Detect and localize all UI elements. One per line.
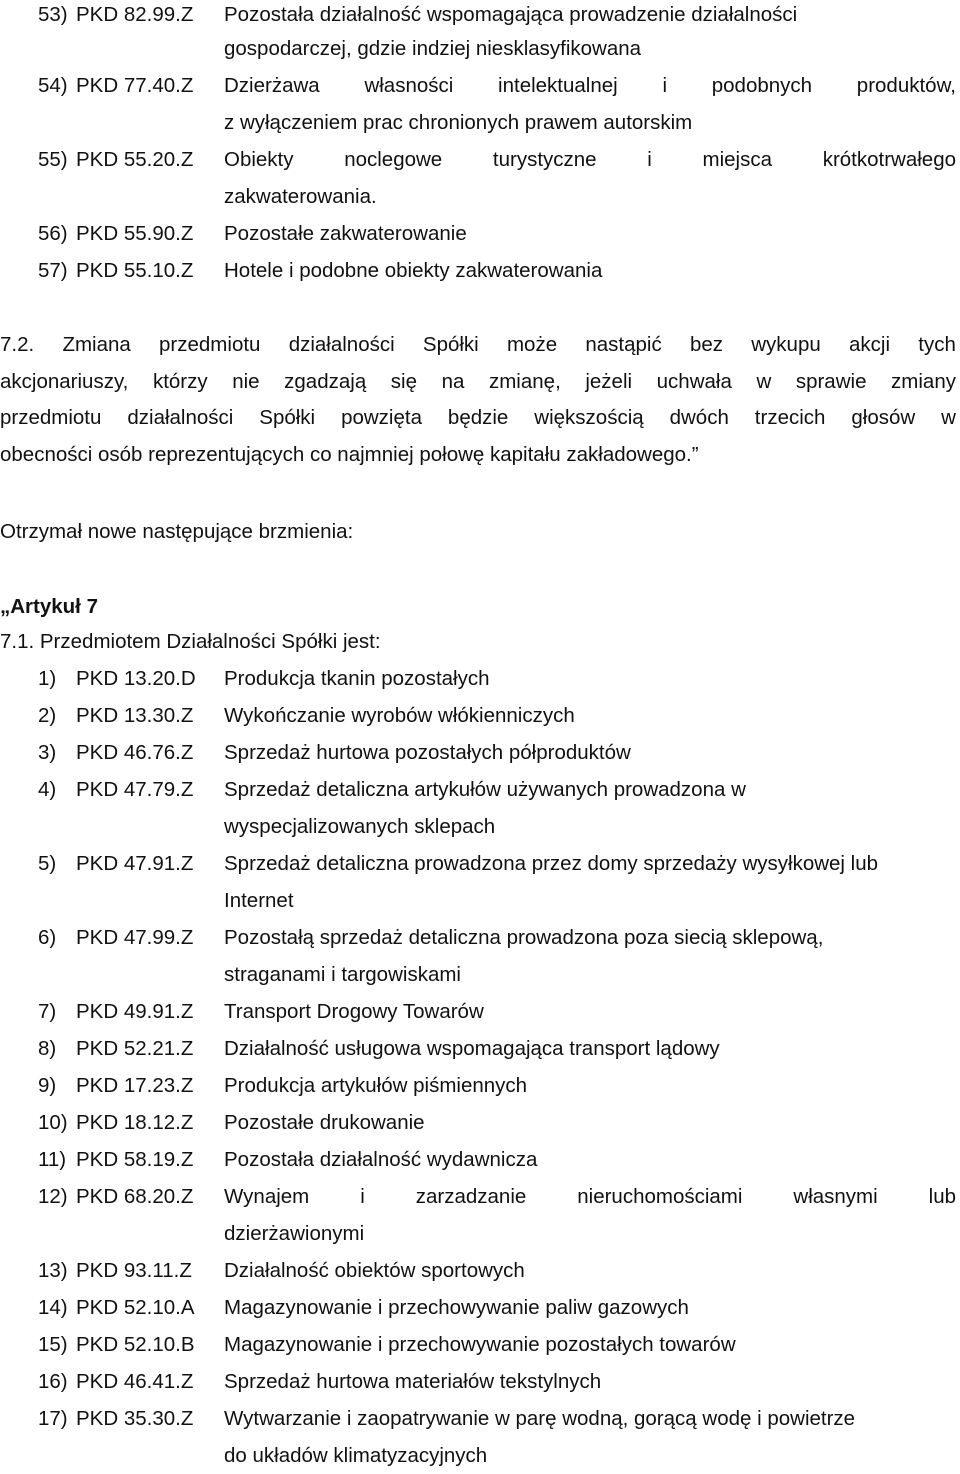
word: własności: [364, 74, 454, 97]
word: może: [506, 333, 558, 356]
word: miejsca: [702, 148, 772, 171]
word: Obiekty: [224, 148, 294, 171]
item-number: 15): [38, 1333, 68, 1356]
subheading: [0, 623, 960, 660]
word: turystyczne: [492, 148, 597, 171]
list-item: [0, 252, 960, 289]
pkd-code: PKD 13.30.Z: [76, 704, 194, 727]
item-description-cont: Internet: [224, 889, 294, 912]
word: działalności: [127, 406, 234, 430]
pkd-code: PKD 55.90.Z: [76, 222, 194, 245]
word: będzie: [447, 406, 509, 430]
word: nie: [232, 369, 260, 393]
word: akcjonariuszy,: [0, 369, 129, 393]
word: się: [390, 369, 418, 393]
item-description: Sprzedaż hurtowa pozostałych półproduktów: [224, 741, 631, 764]
list-item-continuation: [0, 1437, 960, 1474]
item-description: Sprzedaż detaliczna prowadzona przez domy sprzedaży wysyłkowej lub: [224, 852, 879, 875]
pkd-code: PKD 46.76.Z: [76, 741, 194, 764]
item-description-cont: z wyłączeniem prac chronionych prawem autorskim: [224, 111, 693, 134]
word: Spółki: [259, 406, 316, 430]
subheading-text: 7.1. Przedmiotem Działalności Spółki jest:: [0, 630, 381, 653]
list-item: [0, 141, 960, 178]
item-description: Produkcja artykułów piśmiennych: [224, 1074, 528, 1097]
word: jeżeli: [585, 369, 633, 393]
word: lub: [928, 1185, 956, 1208]
word: uchwała: [656, 369, 732, 393]
list-item: [0, 919, 960, 956]
pkd-code: PKD 58.19.Z: [76, 1148, 194, 1171]
word: powzięta: [341, 406, 422, 430]
list-item: [0, 1067, 960, 1104]
word: Dzierżawa: [224, 74, 320, 97]
list-item: [0, 734, 960, 771]
item-description: Magazynowanie i przechowywanie paliw gazowych: [224, 1296, 689, 1319]
item-description: Działalność usługowa wspomagająca transport lądowy: [224, 1037, 720, 1060]
item-description-cont: zakwaterowania.: [224, 185, 377, 208]
word: w: [756, 369, 772, 393]
item-description: Działalność obiektów sportowych: [224, 1259, 525, 1282]
item-number: 53): [38, 3, 68, 26]
item-description: [224, 1178, 956, 1215]
word: w: [941, 406, 956, 430]
word: zgadzają: [284, 369, 367, 393]
item-number: 56): [38, 222, 68, 245]
intro-label: Otrzymał nowe następujące brzmienia:: [0, 520, 354, 543]
pkd-code: PKD 47.99.Z: [76, 926, 194, 949]
word: zmianę,: [488, 369, 561, 393]
word: i: [360, 1185, 365, 1208]
word: głosów: [851, 406, 916, 430]
list-item-continuation: [0, 956, 960, 993]
item-number: 10): [38, 1111, 68, 1134]
list-item: [0, 1289, 960, 1326]
pkd-code: PKD 47.79.Z: [76, 778, 194, 801]
item-description: [224, 141, 956, 178]
pkd-code: PKD 52.21.Z: [76, 1037, 194, 1060]
item-description: Wykończanie wyrobów włókienniczych: [224, 704, 575, 727]
item-description-cont: do układów klimatyzacyjnych: [224, 1444, 488, 1467]
word: Spółki: [422, 333, 479, 356]
item-description-cont: gospodarczej, gdzie indziej niesklasyfikowana: [224, 37, 642, 60]
pkd-code: PKD 52.10.A: [76, 1296, 195, 1319]
list-item: [0, 67, 960, 104]
item-number: 17): [38, 1407, 68, 1430]
item-number: 9): [38, 1074, 57, 1097]
item-number: 11): [38, 1148, 67, 1171]
item-description: Produkcja tkanin pozostałych: [224, 667, 490, 690]
word: akcji: [849, 333, 891, 356]
pkd-code: PKD 17.23.Z: [76, 1074, 194, 1097]
item-number: 7): [38, 1000, 57, 1023]
word: 7.2.: [0, 333, 35, 356]
word: zmiany: [891, 369, 956, 393]
list-item-continuation: [0, 30, 960, 67]
word: Zmiana: [62, 333, 131, 356]
item-number: 13): [38, 1259, 68, 1282]
pkd-code: PKD 46.41.Z: [76, 1370, 194, 1393]
item-number: 5): [38, 852, 57, 875]
word: nastąpić: [585, 333, 662, 356]
pkd-code: PKD 55.20.Z: [76, 148, 194, 171]
pkd-code: PKD 77.40.Z: [76, 74, 194, 97]
pkd-code: PKD 68.20.Z: [76, 1185, 194, 1208]
word: przedmiotu: [0, 406, 102, 430]
list-item: [0, 1104, 960, 1141]
word: na: [441, 369, 465, 393]
item-description: Magazynowanie i przechowywanie pozostałych towarów: [224, 1333, 736, 1356]
item-description: Pozostałe drukowanie: [224, 1111, 425, 1134]
article-heading: [0, 588, 960, 625]
list-item: [0, 1363, 960, 1400]
pkd-code: PKD 55.10.Z: [76, 259, 194, 282]
word: zarzadzanie: [415, 1185, 527, 1208]
item-number: 54): [38, 74, 68, 97]
item-description: Sprzedaż detaliczna artykułów używanych prowadzona w: [224, 778, 746, 801]
item-description-cont: wyspecjalizowanych sklepach: [224, 815, 496, 838]
list-item: [0, 845, 960, 882]
list-item: [0, 771, 960, 808]
word: podobnych: [711, 74, 813, 97]
word: Wynajem: [224, 1185, 310, 1208]
item-description: Pozostałą sprzedaż detaliczna prowadzona poza siecią sklepową,: [224, 926, 824, 949]
item-description: [224, 67, 956, 104]
pkd-code: PKD 13.20.D: [76, 667, 196, 690]
pkd-code: PKD 35.30.Z: [76, 1407, 194, 1430]
paragraph-7-2: [0, 327, 956, 474]
word: i: [662, 74, 668, 97]
list-item: [0, 1030, 960, 1067]
item-number: 16): [38, 1370, 68, 1393]
list-item-continuation: [0, 1215, 960, 1252]
item-number: 55): [38, 148, 68, 171]
pkd-code: PKD 18.12.Z: [76, 1111, 194, 1134]
list-item: [0, 660, 960, 697]
item-description: Hotele i podobne obiekty zakwaterowania: [224, 259, 603, 282]
paragraph-line: [0, 327, 956, 364]
pkd-code: PKD 47.91.Z: [76, 852, 194, 875]
list-item: [0, 1400, 960, 1437]
list-item-continuation: [0, 882, 960, 919]
item-number: 14): [38, 1296, 68, 1319]
article-heading-text: „Artykuł 7: [0, 595, 98, 618]
paragraph-line: [0, 400, 956, 437]
list-item: [0, 1326, 960, 1363]
pkd-code: PKD 52.10.B: [76, 1333, 195, 1356]
word: którzy: [152, 369, 208, 393]
paragraph-line: obecności osób reprezentujących co najmniej połowę kapitału zakładowego.”: [0, 443, 699, 467]
item-number: 1): [38, 667, 57, 690]
item-description: Pozostałe zakwaterowanie: [224, 222, 467, 245]
word: trzecich: [754, 406, 826, 430]
list-item-continuation: [0, 808, 960, 845]
paragraph-line: [0, 364, 956, 401]
list-item-continuation: [0, 104, 960, 141]
word: i: [647, 148, 652, 171]
item-description: Pozostała działalność wydawnicza: [224, 1148, 538, 1171]
item-description: Sprzedaż hurtowa materiałów tekstylnych: [224, 1370, 602, 1393]
item-number: 4): [38, 778, 57, 801]
item-description: Transport Drogowy Towarów: [224, 1000, 484, 1023]
list-item: [0, 1141, 960, 1178]
intro-text: [0, 513, 960, 550]
list-item: [0, 993, 960, 1030]
word: krótkotrwałego: [822, 148, 956, 171]
list-item: [0, 215, 960, 252]
item-number: 12): [38, 1185, 68, 1208]
word: większością: [534, 406, 644, 430]
word: sprawie: [795, 369, 867, 393]
word: działalności: [288, 333, 395, 356]
list-item: [0, 697, 960, 734]
pkd-code: PKD 82.99.Z: [76, 3, 194, 26]
item-number: 2): [38, 704, 57, 727]
word: przedmiotu: [159, 333, 261, 356]
item-number: 3): [38, 741, 57, 764]
list-item: [0, 0, 960, 33]
word: intelektualnej: [498, 74, 618, 97]
pkd-code: PKD 93.11.Z: [76, 1259, 192, 1282]
word: wykupu: [751, 333, 821, 356]
list-item: [0, 1178, 960, 1215]
word: dwóch: [669, 406, 729, 430]
pkd-code: PKD 49.91.Z: [76, 1000, 194, 1023]
list-item-continuation: [0, 178, 960, 215]
word: własnymi: [793, 1185, 878, 1208]
item-description-cont: straganami i targowiskami: [224, 963, 461, 986]
word: bez: [689, 333, 724, 356]
list-item: [0, 1252, 960, 1289]
item-number: 8): [38, 1037, 57, 1060]
word: tych: [918, 333, 956, 356]
item-description: Wytwarzanie i zaopatrywanie w parę wodną, gorącą wodę i powietrze: [224, 1407, 856, 1430]
word: produktów,: [856, 74, 956, 97]
item-number: 57): [38, 259, 68, 282]
item-number: 6): [38, 926, 57, 949]
word: nieruchomościami: [577, 1185, 743, 1208]
item-description: Pozostała działalność wspomagająca prowadzenie działalności: [224, 3, 798, 26]
item-description-cont: dzierżawionymi: [224, 1222, 365, 1245]
word: noclegowe: [344, 148, 443, 171]
